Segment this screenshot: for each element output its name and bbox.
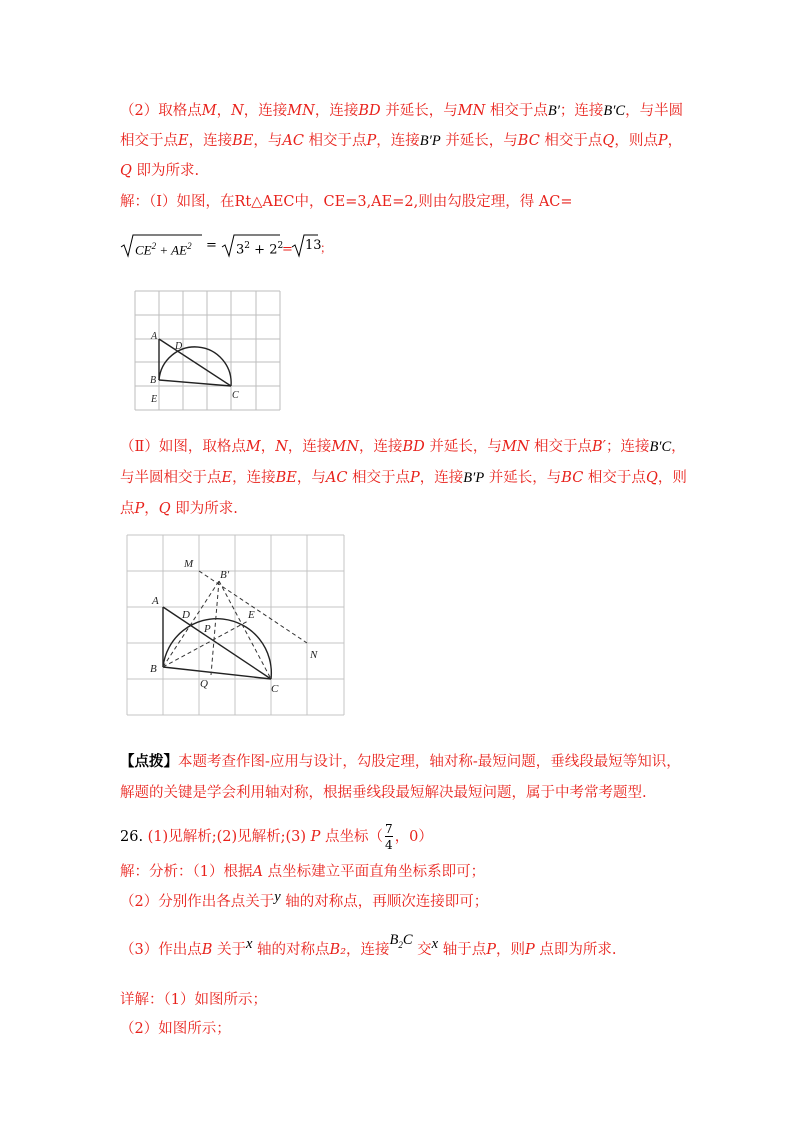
fig1-label-b: B [150, 375, 157, 386]
fig2-label-e: E [248, 609, 255, 621]
formula-equals-1: = [206, 238, 217, 253]
analysis-line2: （2）分别作出各点关于y 轴的对称点，再顺次连接即可； [120, 889, 489, 910]
fig2-label-p: P [204, 623, 211, 635]
step2-line2: 相交于点E，连接BE，与AC 相交于点P，连接B′P 并延长，与BC 相交于点Q，则点P， [120, 133, 683, 149]
fig2-label-d: D [182, 609, 190, 621]
fig2-label-a: A [152, 595, 159, 607]
fig2-label-q: Q [200, 678, 208, 690]
figure-1 [130, 288, 285, 413]
fraction-seven-fourths: $\frac{7}{4}$ [385, 822, 393, 852]
figure-2-grid [127, 535, 344, 715]
formula-equals-2: = [282, 242, 293, 257]
formula-result: 13 [305, 238, 322, 253]
formula-middle-term: $3^2 + 2^2$ [236, 241, 284, 258]
analysis-line1: 解：分析：（1）根据A 点坐标建立平面直角坐标系即可； [120, 864, 486, 880]
solution-intro: 解：（Ⅰ）如图，在Rt△AEC中，CE=3,AE=2,则由勾股定理，得 AC= [120, 194, 573, 210]
fig1-label-e: E [151, 394, 158, 405]
fig1-label-a: A [151, 331, 158, 342]
figure-2 [124, 532, 348, 720]
fig2-label-bprime: B′ [220, 569, 230, 581]
tip-line1: 【点拨】本题考查作图-应用与设计，勾股定理，轴对称-最短问题，垂线段最短等知识， [120, 753, 681, 770]
detail-line1: 详解：（1）如图所示； [120, 992, 267, 1008]
b2c-label: $B_2C$ [389, 932, 413, 950]
step2-line3: Q 即为所求. [120, 163, 200, 179]
fig2-label-c: C [271, 683, 279, 695]
tip-line2: 解题的关键是学会利用轴对称，根据垂线段最短解决最短问题，属于中考常考题型. [120, 785, 647, 801]
analysis-line3: （3）作出点B 关于x 轴的对称点B₂，连接$B_2C$ 交x 轴于点P，则P 点即为所求. [120, 932, 617, 958]
tip-label: 【点拨】 [120, 753, 178, 770]
solution2-line3: 点P，Q 即为所求. [120, 501, 238, 517]
detail-line2: （2）如图所示； [120, 1021, 231, 1037]
fig1-label-c: C [232, 390, 239, 401]
q26-answer: 26. (1)见解析;(2)见解析;(3) P 点坐标（ $\frac{7}{4}$ ，0） [120, 822, 433, 852]
fig2-label-b: B [150, 663, 157, 675]
step2-line1: （2）取格点M，N，连接MN，连接BD 并延长，与MN 相交于点B′；连接B′C，与半圆 [120, 103, 684, 119]
fig1-label-d: D [175, 341, 183, 352]
fig2-label-n: N [310, 649, 318, 661]
solution2-line2: 与半圆相交于点E，连接BE，与AC 相交于点P，连接B′P 并延长，与BC 相交于点Q，则 [120, 470, 687, 486]
q26-number: 26. [120, 829, 144, 845]
fig2-label-m: M [184, 558, 194, 570]
formula-left-term: $CE^2 + AE^2$ [135, 241, 192, 258]
figure-1-grid [135, 291, 280, 410]
formula-end: ； [320, 241, 333, 255]
solution2-line1: （Ⅱ）如图，取格点M，N，连接MN，连接BD 并延长，与MN 相交于点B′；连接B′C， [120, 439, 686, 455]
